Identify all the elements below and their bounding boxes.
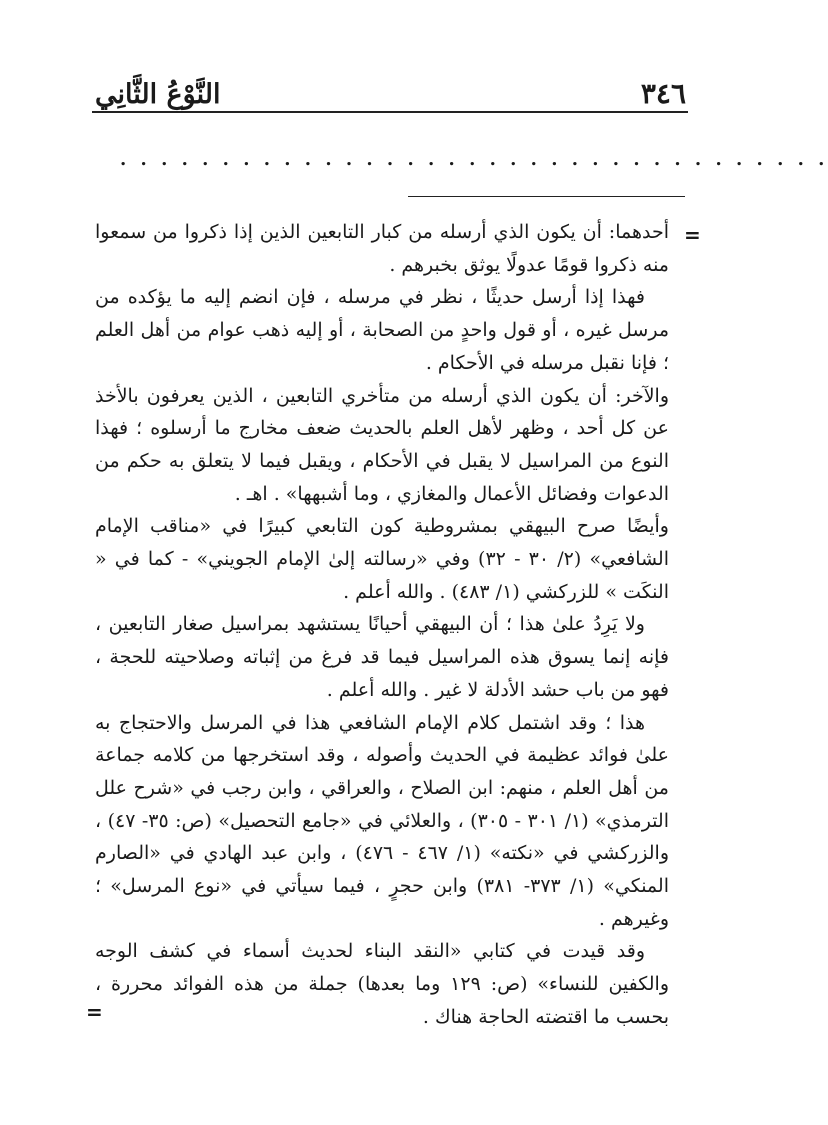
continuation-mark-top: = <box>684 223 701 247</box>
paragraph: فهذا إذا أرسل حديثًا ، نظر في مرسله ، فإن انضم إليه ما يؤكده من مرسل غيره ، أو قول واحدٍ من الصحابة ، أو إليه ذهب عوام من أهل العلم ؛ فإنا نقبل مرسله في الأحكام . <box>95 286 669 374</box>
paragraph: هذا ؛ وقد اشتمل كلام الإمام الشافعي هذا في المرسل والاحتجاج به علىٰ فوائد عظيمة في الحديث وأصوله ، وقد استخرجها من كلامه جماعة من أهل العلم ، منهم: ابن الصلاح ، والعراقي ، وابن رجب في «شرح علل الترمذي» (١/ ٣٠١ - ٣٠٥) ، والعلائي في «جامع التحصيل» (ص: ٣٥- ٤٧) ، والزركشي في «نكته» (١/ ٤٦٧ - ٤٧٦) ، وابن عبد الهادي في «الصارم المنكي» (١/ ٣٧٣- ٣٨١) وابن حجرٍ ، فيما سيأتي في «نوع المرسل» ؛ وغيرهم . <box>95 711 669 930</box>
footnote-rule <box>408 196 685 197</box>
footnote-text <box>95 216 669 1034</box>
paragraph: وقد قيدت في كتابي «النقد البناء لحديث أسماء في كشف الوجه والكفين للنساء» (ص: ١٢٩ وما بعدها) جملة من هذه الفوائد محررة ، بحسب ما اقتضته الحاجة هناك . <box>95 940 669 1028</box>
dotted-separator: . . . . . . . . . . . . . . . . . . . . . . . . . . . . . . . . . . . <box>120 149 828 170</box>
running-title: النَّوْعُ الثَّانِي <box>95 79 221 110</box>
paragraph: ولا يَرِدُ علىٰ هذا ؛ أن البيهقي أحيانًا يستشهد بمراسيل صغار التابعين ، فإنه إنما يسوق هذه المراسيل فيما قد فرغ من إثباته وصلاحيته للحجة ، فهو من باب حشد الأدلة لا غير . والله أعلم . <box>95 613 669 701</box>
header-rule <box>92 111 688 113</box>
continuation-mark-bottom: = <box>86 1000 103 1024</box>
paragraph: وأيضًا صرح البيهقي بمشروطية كون التابعي كبيرًا في «مناقب الإمام الشافعي» (٢/ ٣٠ - ٣٢) وفي «رسالته إلىٰ الإمام الجويني» - كما في « النكَت » للزركشي (١/ ٤٨٣) . والله أعلم . <box>95 515 669 603</box>
page-header <box>95 58 686 110</box>
paragraph: والآخر: أن يكون الذي أرسله من متأخري التابعين ، الذين يعرفون بالأخذ عن كل أحد ، وظهر لأهل العلم بالحديث ضعف مخارج ما أرسلوه ؛ فهذا النوع من المراسيل لا يقبل في الأحكام ، ويقبل فيما لا يتعلق به حكم من الدعوات وفضائل الأعمال والمغازي ، وما أشبهها» . اهـ . <box>95 384 669 505</box>
page-number: ٣٤٦ <box>640 77 686 110</box>
paragraph: أحدهما: أن يكون الذي أرسله من كبار التابعين الذين إذا ذكروا من سمعوا منه ذكروا قومًا عدولًا يوثق بخبرهم . <box>95 221 669 276</box>
